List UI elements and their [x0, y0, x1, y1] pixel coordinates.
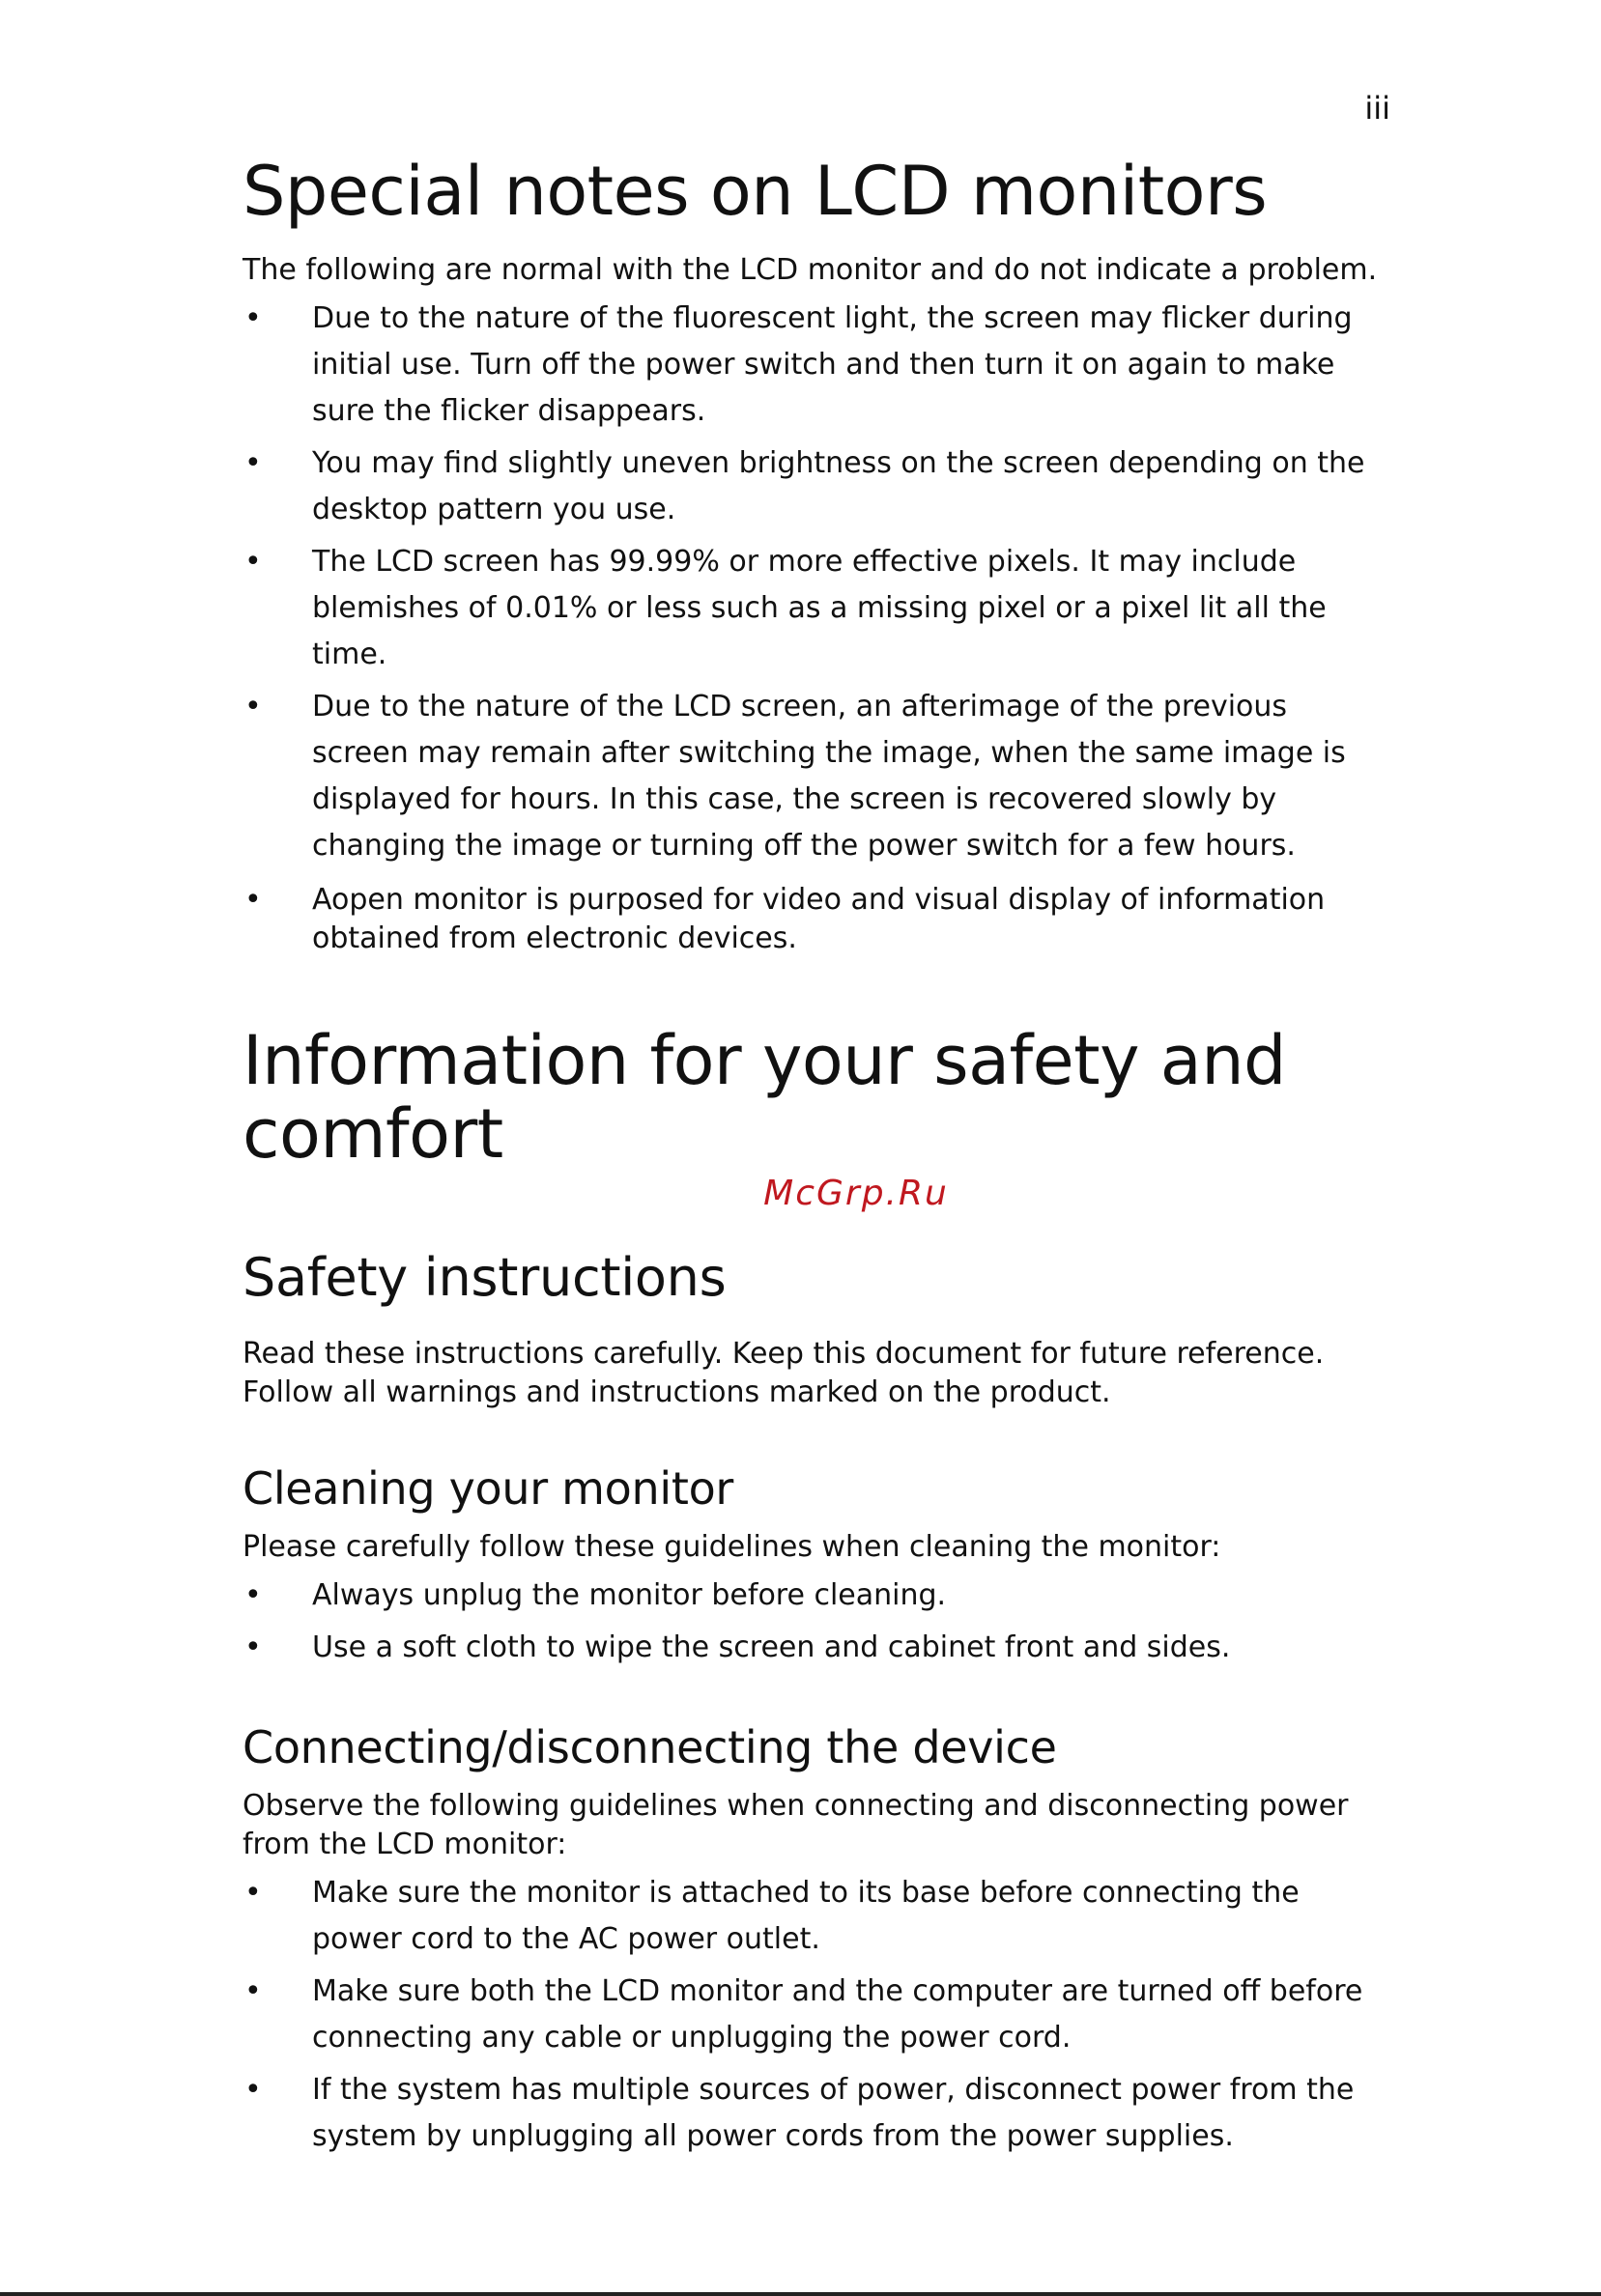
list-item-text: Make sure the monitor is attached to its base before connecting the power cord to the AC power outlet.: [312, 1876, 1300, 1956]
list-item-text: Due to the nature of the LCD screen, an afterimage of the previous screen may remain after switching the image, when the same image is displayed for hours. In this case, the screen is recovered slowly by changing the image or turning off the power switch for a few hours.: [312, 690, 1346, 863]
bullet-icon: •: [244, 1630, 262, 1664]
subsection-title-cleaning: Cleaning your monitor: [243, 1462, 734, 1515]
page-content: [243, 152, 1383, 2160]
list-item: [243, 1870, 1383, 1963]
list-item-text: Use a soft cloth to wipe the screen and cabinet front and sides.: [312, 1630, 1231, 1664]
list-item-text: Due to the nature of the fluorescent light, the screen may flicker during initial use. Turn off the power switch and then turn it on again to make sure the flicker disappears.: [312, 301, 1353, 428]
bullet-icon: •: [244, 1876, 262, 1910]
section-title-lcd-notes: Special notes on LCD monitors: [243, 152, 1268, 231]
bullet-icon: •: [244, 1578, 262, 1612]
list-item: [243, 684, 1383, 869]
list-item-text: Make sure both the LCD monitor and the computer are turned off before connecting any cable or unplugging the power cord.: [312, 1974, 1363, 2055]
connecting-list: [243, 1870, 1383, 2160]
list-item: [243, 881, 1383, 958]
list-item: [243, 296, 1383, 435]
list-item: [243, 440, 1383, 533]
watermark-text: McGrp.Ru: [763, 1174, 949, 1213]
safety-instructions-text: Read these instructions carefully. Keep this document for future reference. Follow all warnings and instructions marked on the product.: [243, 1337, 1325, 1409]
page-bottom-rule: [0, 2292, 1601, 2296]
cleaning-intro: Please carefully follow these guidelines when cleaning the monitor:: [243, 1530, 1221, 1564]
list-item-text: If the system has multiple sources of power, disconnect power from the system by unplugging all power cords from the power supplies.: [312, 2073, 1355, 2153]
list-item-text: Aopen monitor is purposed for video and visual display of information obtained from electronic devices.: [312, 883, 1326, 955]
bullet-icon: •: [244, 545, 262, 579]
bullet-icon: •: [244, 301, 262, 335]
list-item: [243, 539, 1383, 678]
list-item-text: You may find slightly uneven brightness on the screen depending on the desktop pattern you use.: [312, 446, 1365, 526]
page-number: iii: [1364, 90, 1390, 127]
connecting-intro: Observe the following guidelines when connecting and disconnecting power from the LCD monitor:: [243, 1789, 1349, 1861]
list-item-text: The LCD screen has 99.99% or more effective pixels. It may include blemishes of 0.01% or less such as a missing pixel or a pixel lit all the time.: [312, 545, 1327, 671]
lcd-notes-intro: The following are normal with the LCD monitor and do not indicate a problem.: [243, 253, 1378, 287]
bullet-icon: •: [244, 690, 262, 723]
list-item: [243, 1573, 1383, 1619]
list-item: [243, 1625, 1383, 1671]
section-title-safety-comfort: Information for your safety and comfort: [243, 1021, 1286, 1174]
list-item: [243, 2067, 1383, 2160]
cleaning-list: [243, 1573, 1383, 1671]
lcd-notes-list: [243, 296, 1383, 958]
bullet-icon: •: [244, 1974, 262, 2008]
bullet-icon: •: [244, 446, 262, 480]
list-item-text: Always unplug the monitor before cleaning.: [312, 1578, 947, 1612]
bullet-icon: •: [244, 883, 262, 917]
subsection-title-connecting: Connecting/disconnecting the device: [243, 1721, 1057, 1773]
subsection-title-safety-instructions: Safety instructions: [243, 1247, 727, 1308]
bullet-icon: •: [244, 2073, 262, 2107]
list-item: [243, 1969, 1383, 2061]
